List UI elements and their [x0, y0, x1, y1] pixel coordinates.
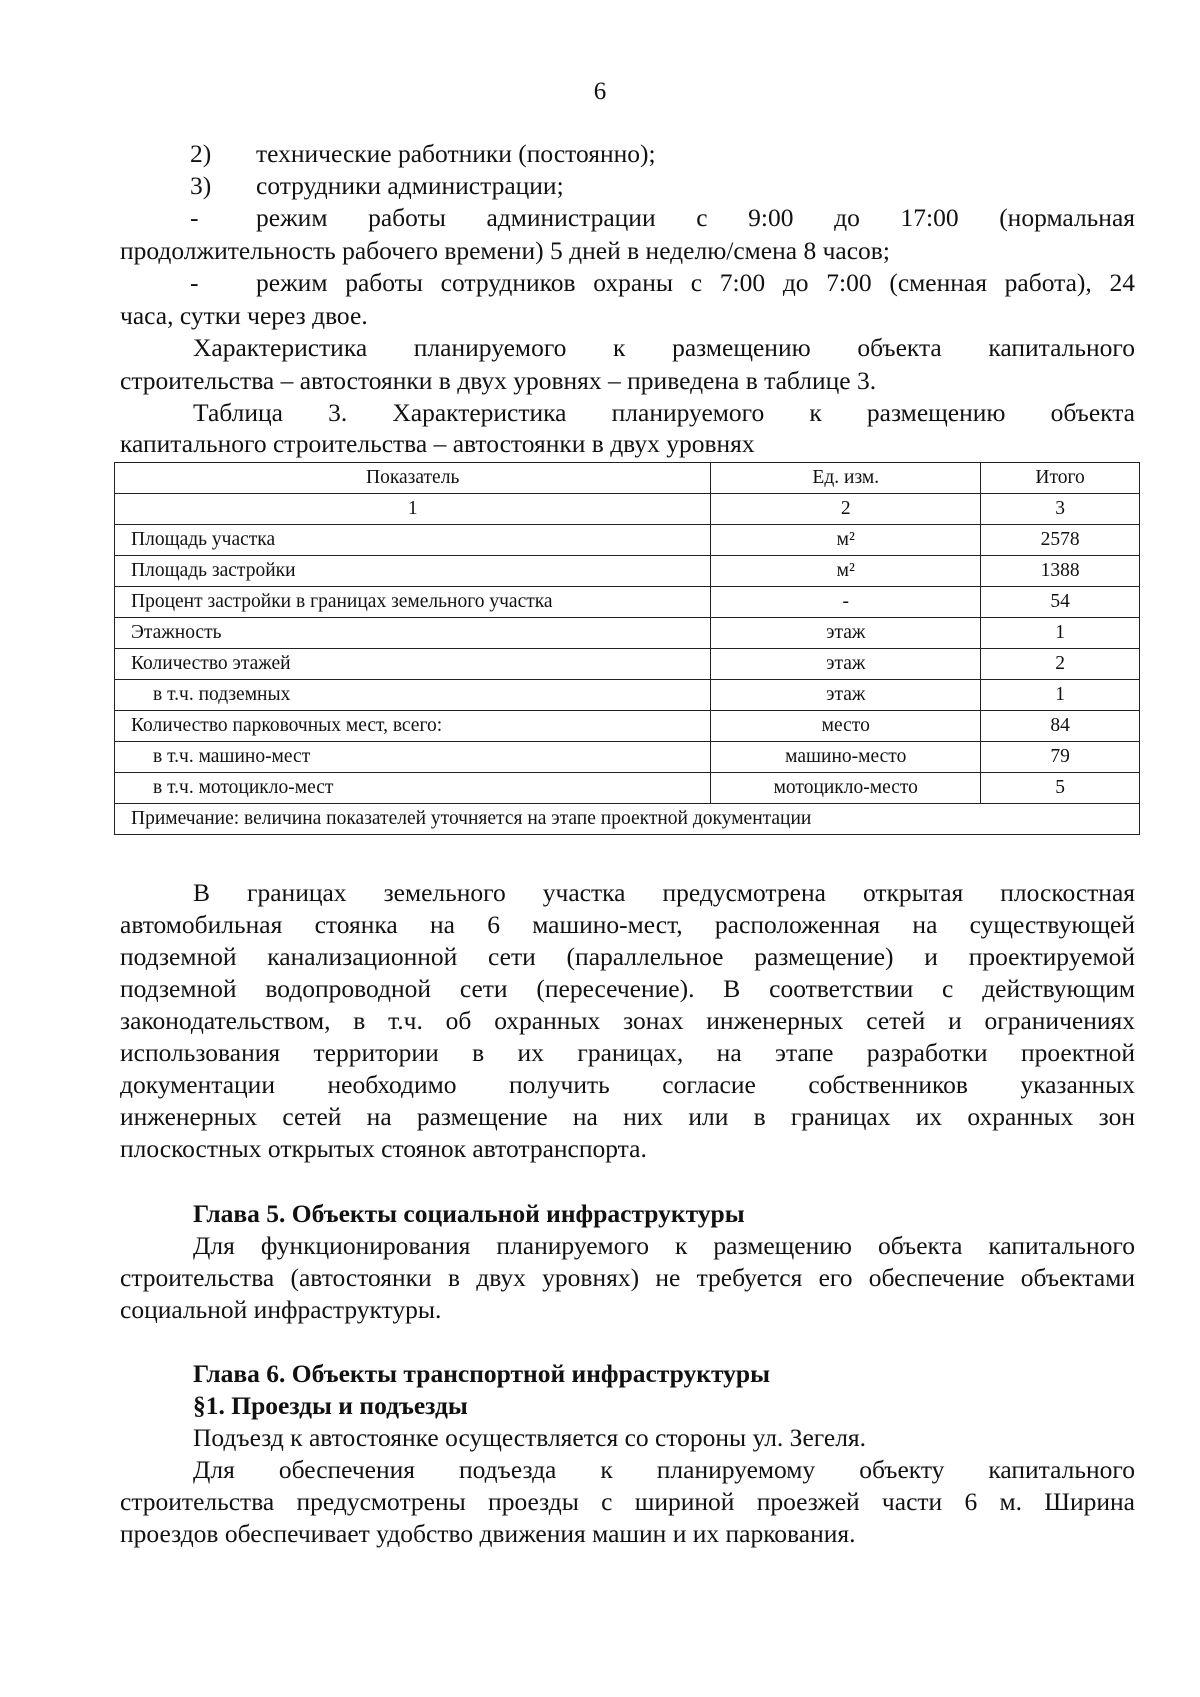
- header-unit: Ед. изм.: [711, 463, 981, 494]
- intro-line1: Характеристика планируемого к размещению объекта капитального: [193, 333, 1135, 362]
- paragraph-line: законодательством, в т.ч. об охранных зонах инженерных сетей и ограничениях: [120, 1006, 1135, 1035]
- row-name: Площадь застройки: [115, 556, 711, 587]
- paragraph-line: подземной канализационной сети (параллельное размещение) и проектируемой: [120, 942, 1135, 971]
- row-value: 1: [981, 618, 1140, 649]
- table-row: [115, 618, 1140, 649]
- row-unit: машино-место: [711, 742, 981, 773]
- table-row: [115, 587, 1140, 618]
- security-mode-line2: часа, сутки через двое.: [120, 301, 368, 330]
- intro-line2: строительства – автостоянки в двух уровнях – приведена в таблице 3.: [120, 366, 877, 395]
- page-number: 6: [593, 78, 607, 105]
- header-indicator: Показатель: [115, 463, 711, 494]
- paragraph-line: инженерных сетей на размещение на них или в границах их охранных зон: [120, 1102, 1135, 1131]
- row-name: Этажность: [115, 618, 711, 649]
- row-value: 1: [981, 680, 1140, 711]
- list-text: сотрудники администрации;: [256, 171, 564, 200]
- characteristics-table: [114, 462, 1140, 835]
- row-value: 2: [981, 649, 1140, 680]
- row-unit: место: [711, 711, 981, 742]
- chapter5-line: строительства (автостоянки в двух уровнях) не требуется его обеспечение объектами: [120, 1263, 1135, 1292]
- security-mode-line1: - режим работы сотрудников охраны с 7:00 до 7:00 (сменная работа), 24: [190, 267, 1135, 300]
- table-row: [115, 556, 1140, 587]
- table-row: [115, 711, 1140, 742]
- admin-mode-line2: продолжительность рабочего времени) 5 дней в неделю/смена 8 часов;: [120, 236, 890, 265]
- row-name: в т.ч. подземных: [115, 680, 711, 711]
- table-header-row: [115, 463, 1140, 494]
- row-name: Количество этажей: [115, 649, 711, 680]
- row-unit: этаж: [711, 680, 981, 711]
- column-number: 1: [115, 494, 711, 525]
- row-unit: м²: [711, 525, 981, 556]
- table-row: [115, 525, 1140, 556]
- list-item: [190, 170, 564, 203]
- column-number: 3: [981, 494, 1140, 525]
- table-note-row: [115, 804, 1140, 835]
- chapter6-line: проездов обеспечивает удобство движения машин и их паркования.: [120, 1519, 856, 1548]
- table-note: Примечание: величина показателей уточняется на этапе проектной документации: [115, 804, 1140, 835]
- table-numbering-row: [115, 494, 1140, 525]
- row-value: 84: [981, 711, 1140, 742]
- access-line: Подъезд к автостоянке осуществляется со стороны ул. Зегеля.: [193, 1423, 867, 1452]
- row-unit: -: [711, 587, 981, 618]
- row-value: 54: [981, 587, 1140, 618]
- chapter6-line: строительства предусмотрены проезды с шириной проезжей части 6 м. Ширина: [120, 1487, 1135, 1516]
- chapter6-title: Глава 6. Объекты транспортной инфраструктуры: [193, 1359, 770, 1388]
- bullet-marker: -: [190, 203, 199, 232]
- table-caption-line1: Таблица 3. Характеристика планируемого к размещению объекта: [193, 398, 1135, 427]
- row-value: 2578: [981, 525, 1140, 556]
- list-marker: 3): [190, 171, 212, 200]
- paragraph-line: документации необходимо получить согласие собственников указанных: [120, 1070, 1135, 1099]
- bullet-marker: -: [190, 268, 199, 297]
- chapter5-line: Для функционирования планируемого к размещению объекта капитального: [193, 1231, 1135, 1260]
- row-name: в т.ч. машино-мест: [115, 742, 711, 773]
- list-item: [190, 138, 656, 171]
- paragraph-line: плоскостных открытых стоянок автотранспорта.: [120, 1134, 647, 1163]
- column-number: 2: [711, 494, 981, 525]
- admin-mode-line1: - режим работы администрации с 9:00 до 17:00 (нормальная: [190, 202, 1135, 235]
- row-name: Процент застройки в границах земельного участка: [115, 587, 711, 618]
- row-unit: этаж: [711, 618, 981, 649]
- row-value: 1388: [981, 556, 1140, 587]
- list-text: технические работники (постоянно);: [256, 139, 656, 168]
- row-name: в т.ч. мотоцикло-мест: [115, 773, 711, 804]
- section-title: §1. Проезды и подъезды: [193, 1391, 468, 1420]
- header-total: Итого: [981, 463, 1140, 494]
- row-value: 5: [981, 773, 1140, 804]
- table-caption-line2: капитального строительства – автостоянки в двух уровнях: [120, 429, 755, 458]
- paragraph-line: использования территории в их границах, на этапе разработки проектной: [120, 1038, 1135, 1067]
- paragraph-line: автомобильная стоянка на 6 машино-мест, расположенная на существующей: [120, 910, 1135, 939]
- row-unit: м²: [711, 556, 981, 587]
- chapter5-line: социальной инфраструктуры.: [120, 1295, 442, 1324]
- row-name: Площадь участка: [115, 525, 711, 556]
- list-marker: 2): [190, 139, 212, 168]
- row-unit: мотоцикло-место: [711, 773, 981, 804]
- table-row: [115, 680, 1140, 711]
- table-row: [115, 649, 1140, 680]
- row-value: 79: [981, 742, 1140, 773]
- chapter6-line: Для обеспечения подъезда к планируемому объекту капитального: [193, 1455, 1135, 1484]
- paragraph-line: В границах земельного участка предусмотрена открытая плоскостная: [193, 878, 1135, 907]
- row-name: Количество парковочных мест, всего:: [115, 711, 711, 742]
- table-row: [115, 773, 1140, 804]
- table-row: [115, 742, 1140, 773]
- paragraph-line: подземной водопроводной сети (пересечение). В соответствии с действующим: [120, 974, 1135, 1003]
- chapter5-title: Глава 5. Объекты социальной инфраструктуры: [193, 1199, 745, 1228]
- row-unit: этаж: [711, 649, 981, 680]
